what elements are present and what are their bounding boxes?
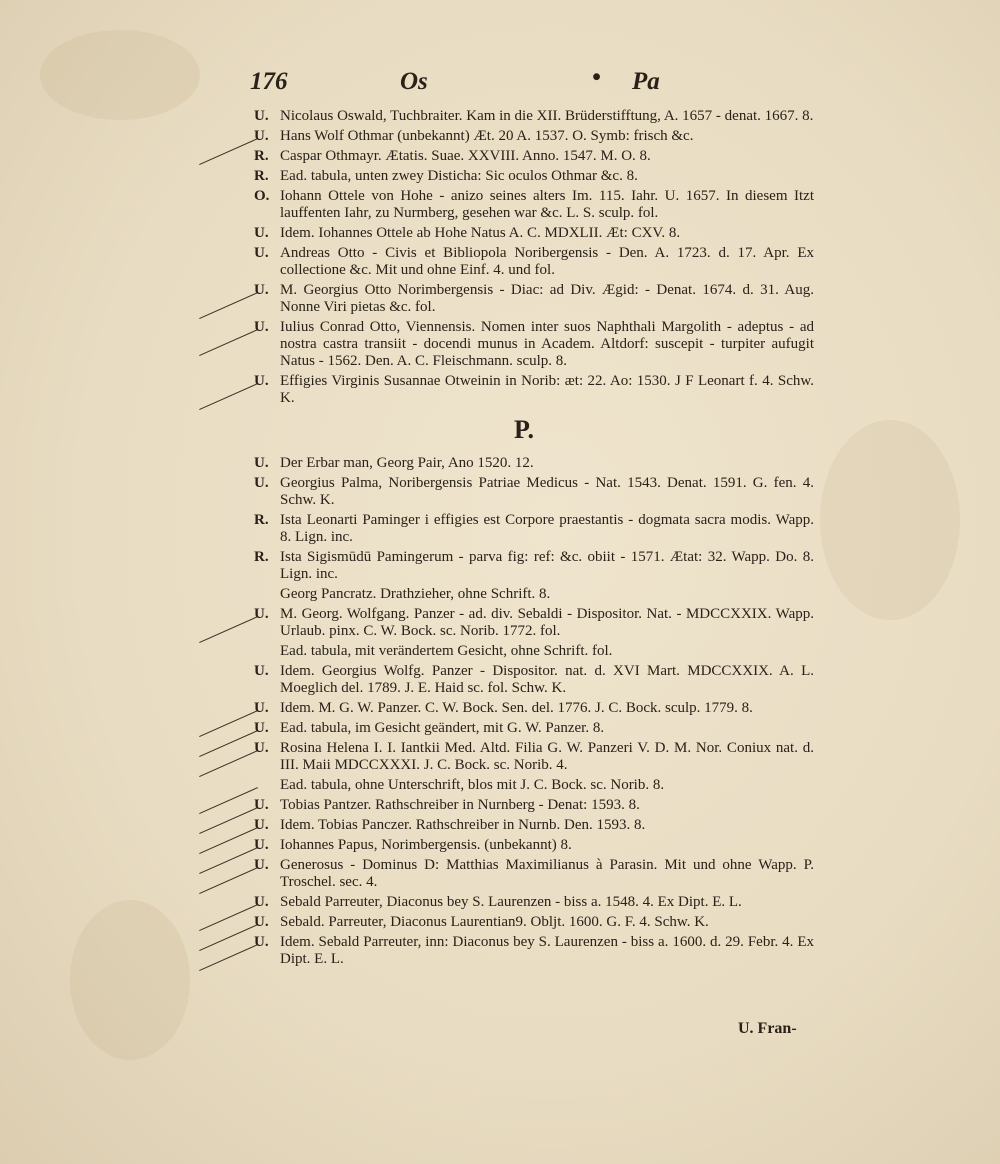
entry-marker: R.: [254, 549, 269, 565]
entry-text: Georg Pancratz. Drathzieher, ohne Schrift. 8.: [280, 586, 551, 602]
entry-text: M. Georgius Otto Norimbergensis - Diac: ad Div. Ægid: - Denat. 1674. d. 31. Aug. Nonne Viri pietas &c. fol.: [280, 282, 814, 315]
entry-text: Ead. tabula, unten zwey Disticha: Sic oculos Othmar &c. 8.: [280, 168, 638, 184]
header-left-word: Os: [400, 68, 428, 95]
entry-text: Iohannes Papus, Norimbergensis. (unbekannt) 8.: [280, 837, 572, 853]
entry-text: M. Georg. Wolfgang. Panzer - ad. div. Sebaldi - Dispositor. Nat. - MDCCXXIX. Wapp. Urlaub. pinx. C. W. Bock. sc. Norib. 1772. fol.: [280, 606, 814, 639]
entry-text: Sebald Parreuter, Diaconus bey S. Laurenzen - biss a. 1548. 4. Ex Dipt. E. L.: [280, 894, 742, 910]
catalog-entry: [254, 512, 814, 546]
entry-text: Idem. Iohannes Ottele ab Hohe Natus A. C. MDXLII. Æt: CXV. 8.: [280, 225, 681, 241]
paper-stain: [40, 30, 200, 120]
entry-text: Ead. tabula, im Gesicht geändert, mit G. W. Panzer. 8.: [280, 720, 605, 736]
entry-text: Ista Leonarti Paminger i effigies est Corpore praestantis - dogmata sacra modis. Wapp. 8. Lign. inc.: [280, 512, 814, 545]
section-letter: P.: [514, 415, 534, 444]
pencil-tick-mark: [199, 616, 258, 644]
catalog-entry: [254, 837, 814, 854]
entry-marker: U.: [254, 319, 269, 335]
entry-marker: U.: [254, 797, 269, 813]
entry-text: Ista Sigismūdū Pamingerum - parva fig: ref: &c. obiit - 1571. Ætat: 32. Wapp. Do. 8. Lign. inc.: [280, 549, 814, 582]
entry-text: Ead. tabula, ohne Unterschrift, blos mit J. C. Bock. sc. Norib. 8.: [280, 777, 665, 793]
entry-text: Tobias Pantzer. Rathschreiber in Nurnberg - Denat: 1593. 8.: [280, 797, 640, 813]
entry-text: Hans Wolf Othmar (unbekannt) Æt. 20 A. 1537. O. Symb: frisch &c.: [280, 128, 694, 144]
entry-text: Idem. Georgius Wolfg. Panzer - Dispositor. nat. d. XVI Mart. MDCCXXIX. A. L. Moeglich del. 1789. J. E. Haid sc. fol. Schw. K.: [280, 663, 814, 696]
catalog-entry: [254, 914, 814, 931]
header-dot: •: [592, 64, 601, 91]
catalog-entry: [254, 373, 814, 407]
catchword: U. Fran-: [738, 1020, 797, 1037]
pencil-tick-mark: [199, 138, 258, 166]
entry-text: Ead. tabula, mit verändertem Gesicht, ohne Schrift. fol.: [280, 643, 613, 659]
entry-marker: U.: [254, 914, 269, 930]
entry-marker: U.: [254, 720, 269, 736]
entry-marker: R.: [254, 512, 269, 528]
catalog-entry: [254, 797, 814, 814]
entry-marker: U.: [254, 817, 269, 833]
entry-marker: O.: [254, 188, 270, 204]
catalog-entry: [254, 586, 814, 603]
entry-marker: U.: [254, 225, 269, 241]
catalog-entries: [254, 108, 814, 971]
entry-text: Effigies Virginis Susannae Otweinin in Norib: æt: 22. Ao: 1530. J F Leonart f. 4. Schw. K.: [280, 373, 814, 406]
catalog-entry: [254, 643, 814, 660]
entry-text: Andreas Otto - Civis et Bibliopola Noribergensis - Den. A. 1723. d. 17. Apr. Ex collectione &c. Mit und ohne Einf. 4. und fol.: [280, 245, 814, 278]
entry-text: Idem. Sebald Parreuter, inn: Diaconus bey S. Laurenzen - biss a. 1600. d. 29. Febr. 4. Ex Dipt. E. L.: [280, 934, 814, 967]
catalog-entry: [254, 455, 814, 472]
catalog-entry: [254, 168, 814, 185]
catalog-entry: [254, 720, 814, 737]
catalog-entry: [254, 549, 814, 583]
header-right-word: Pa: [632, 68, 660, 95]
entry-text: Idem. M. G. W. Panzer. C. W. Bock. Sen. del. 1776. J. C. Bock. sculp. 1779. 8.: [280, 700, 753, 716]
entry-text: Generosus - Dominus D: Matthias Maximilianus à Parasin. Mit und ohne Wapp. P. Troschel. sec. 4.: [280, 857, 814, 890]
running-header: [250, 64, 810, 108]
entries-pa: [254, 455, 814, 968]
entry-marker: U.: [254, 934, 269, 950]
catalog-entry: [254, 128, 814, 145]
entry-text: Idem. Tobias Panczer. Rathschreiber in Nurnb. Den. 1593. 8.: [280, 817, 646, 833]
paper-stain: [70, 900, 190, 1060]
pencil-tick-mark: [199, 329, 258, 357]
catalog-entry: [254, 894, 814, 911]
catalog-entry: [254, 319, 814, 370]
paper-stain: [820, 420, 960, 620]
entry-text: Caspar Othmayr. Ætatis. Suae. XXVIII. Anno. 1547. M. O. 8.: [280, 148, 651, 164]
entry-text: Der Erbar man, Georg Pair, Ano 1520. 12.: [280, 455, 534, 471]
entries-os: [254, 108, 814, 407]
page-number: 176: [250, 68, 288, 95]
entry-marker: U.: [254, 837, 269, 853]
entry-text: Nicolaus Oswald, Tuchbraiter. Kam in die XII. Brüderstifftung, A. 1657 - denat. 1667. 8.: [280, 108, 814, 124]
entry-text: Georgius Palma, Noribergensis Patriae Medicus - Nat. 1543. Denat. 1591. G. fen. 4. Schw. K.: [280, 475, 814, 508]
catalog-entry: [254, 282, 814, 316]
entry-marker: U.: [254, 894, 269, 910]
entry-marker: U.: [254, 663, 269, 679]
catalog-entry: [254, 817, 814, 834]
entry-marker: U.: [254, 245, 269, 261]
catalog-entry: [254, 188, 814, 222]
pencil-tick-mark: [199, 292, 258, 320]
catalog-entry: [254, 225, 814, 242]
catalog-entry: [254, 148, 814, 165]
catalog-entry: [254, 108, 814, 125]
entry-marker: U.: [254, 108, 269, 124]
entry-marker: R.: [254, 168, 269, 184]
entry-marker: U.: [254, 128, 269, 144]
catalog-entry: [254, 934, 814, 968]
entry-marker: U.: [254, 606, 269, 622]
entry-text: Iohann Ottele von Hohe - anizo seines alters Im. 115. Iahr. U. 1657. In diesem Itzt lauffenten Iahr, zu Nurmberg, gesehen war &c. L. S. sculp. fol.: [280, 188, 814, 221]
entry-marker: U.: [254, 857, 269, 873]
entry-marker: U.: [254, 700, 269, 716]
entry-marker: R.: [254, 148, 269, 164]
catalog-entry: [254, 663, 814, 697]
entry-marker: U.: [254, 740, 269, 756]
entry-text: Rosina Helena I. I. Iantkii Med. Altd. Filia G. W. Panzeri V. D. M. Nor. Coniux nat. d. III. Maii MDCCXXXI. J. C. Bock. sc. Norib. 4.: [280, 740, 814, 773]
entry-marker: U.: [254, 373, 269, 389]
catalog-entry: [254, 740, 814, 774]
catalog-entry: [254, 606, 814, 640]
catalog-entry: [254, 475, 814, 509]
entry-text: Iulius Conrad Otto, Viennensis. Nomen inter suos Naphthali Margolith - adeptus - ad nostra castra transiit - docendi munus in Academ. Altdorf: suscepit - turpiter aufugit Natus - 1562. Den. A. C. Fleischmann. sculp. 8.: [280, 319, 814, 369]
entry-marker: U.: [254, 455, 269, 471]
catalog-entry: [254, 700, 814, 717]
entry-marker: U.: [254, 475, 269, 491]
pencil-tick-mark: [199, 383, 258, 411]
catalog-entry: [254, 245, 814, 279]
catalog-entry: [254, 857, 814, 891]
catalog-entry: [254, 777, 814, 794]
entry-text: Sebald. Parreuter, Diaconus Laurentian9. Obljt. 1600. G. F. 4. Schw. K.: [280, 914, 709, 930]
entry-marker: U.: [254, 282, 269, 298]
